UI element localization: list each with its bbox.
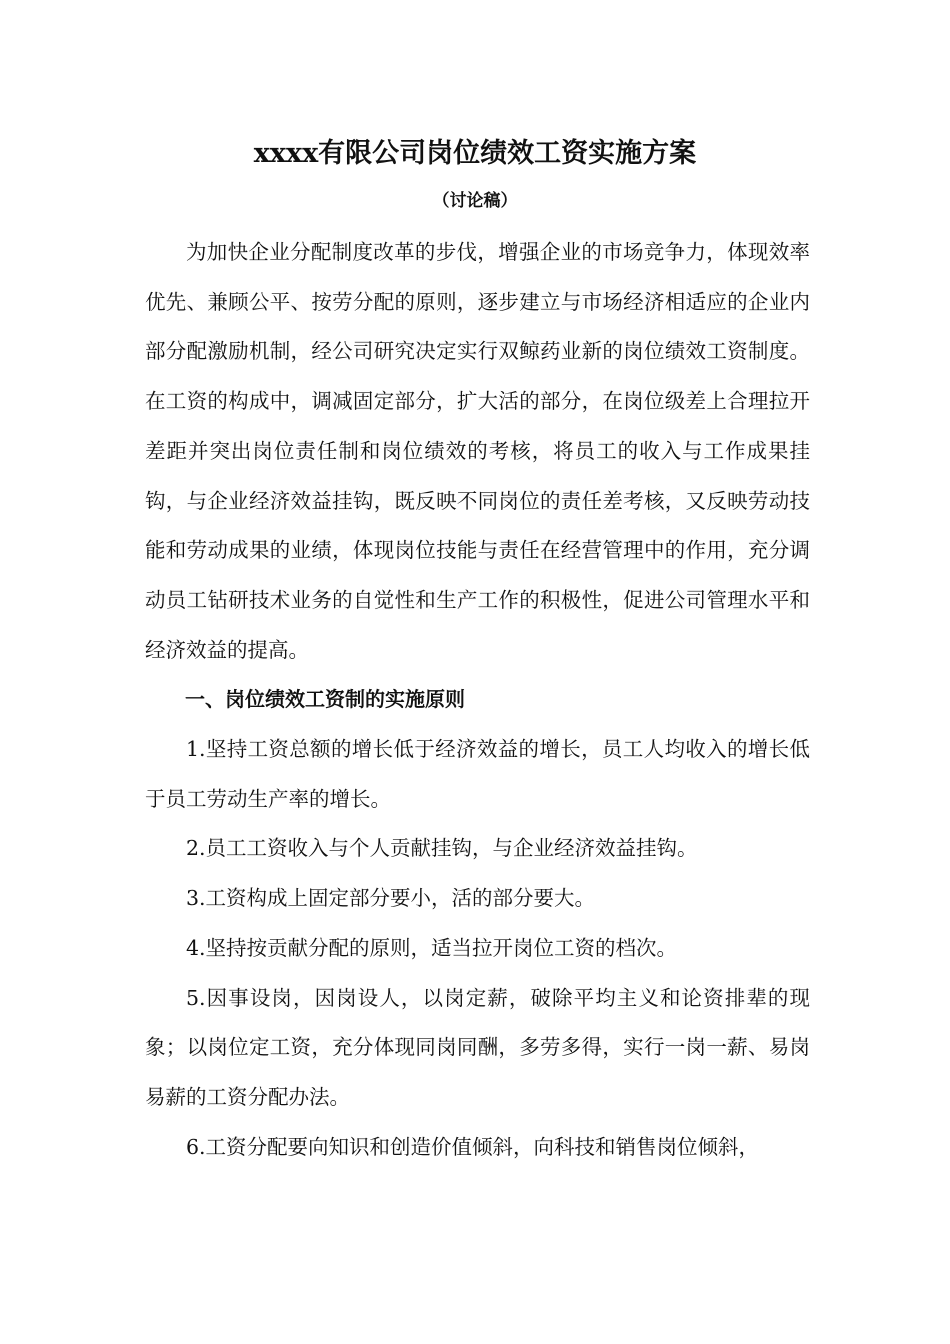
document-title: xxxx有限公司岗位绩效工资实施方案 [253, 138, 697, 169]
principle-item-2: 2.员工工资收入与个人贡献挂钩，与企业经济效益挂钩。 [186, 836, 698, 861]
principle-item-4: 4.坚持按贡献分配的原则，适当拉开岗位工资的档次。 [186, 935, 678, 960]
section-heading: 一、岗位绩效工资制的实施原则 [185, 687, 465, 712]
principle-item-5: 5.因事设岗，因岗设人，以岗定薪，破除平均主义和论资排辈的现象；以岗位定工资，充分体现同岗同酬，多劳多得，实行一岗一薪、易岗易薪的工资分配办法。 [145, 985, 810, 1109]
document-body [145, 228, 810, 1172]
principle-item-3: 3.工资构成上固定部分要小，活的部分要大。 [186, 886, 596, 911]
intro-paragraph: 为加快企业分配制度改革的步伐，增强企业的市场竞争力，体现效率优先、兼顾公平、按劳分配的原则，逐步建立与市场经济相适应的企业内部分配激励机制，经公司研究决定实行双鲸药业新的岗位绩效工资制度。在工资的构成中，调减固定部分，扩大活的部分，在岗位级差上合理拉开差距并突出岗位责任制和岗位绩效的考核，将员工的收入与工作成果挂钩，与企业经济效益挂钩，既反映不同岗位的责任差考核，又反映劳动技能和劳动成果的业绩，体现岗位技能与责任在经营管理中的作用，充分调动员工钻研技术业务的自觉性和生产工作的积极性，促进公司管理水平和经济效益的提高。 [145, 240, 810, 662]
document-subtitle: （讨论稿） [432, 191, 518, 211]
principle-item-1: 1.坚持工资总额的增长低于经济效益的增长，员工人均收入的增长低于员工劳动生产率的增长。 [145, 737, 810, 811]
principle-item-6: 6.工资分配要向知识和创造价值倾斜，向科技和销售岗位倾斜， [186, 1134, 760, 1159]
